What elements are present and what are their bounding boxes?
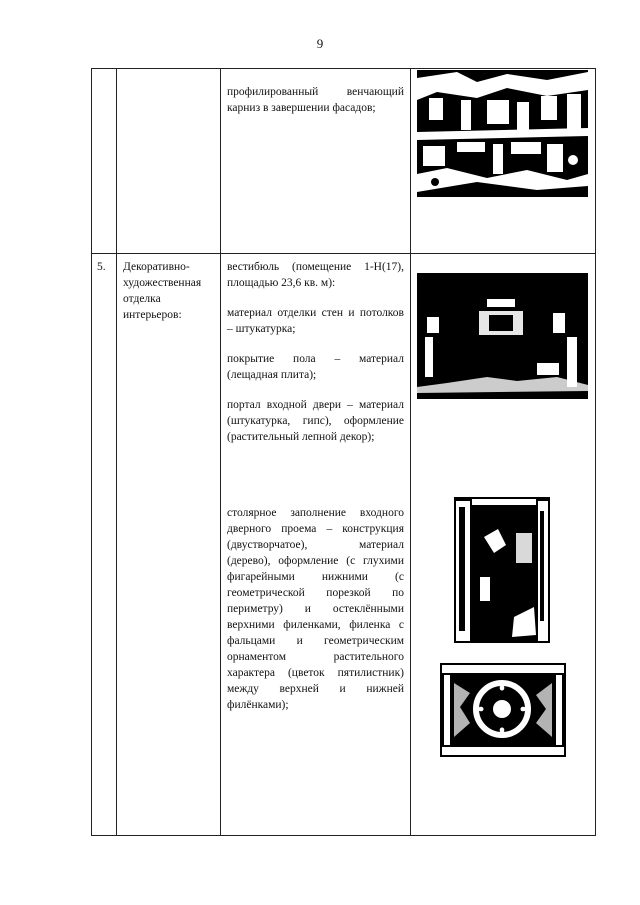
text-line: карниз в завершении фасадов;: [227, 102, 376, 114]
door-joinery-description: [227, 505, 404, 713]
text-line: дверного проема – конструкция: [227, 523, 404, 535]
vestibule-photo: [417, 273, 588, 399]
facade-photo: [417, 70, 588, 197]
text-line: между верхней и нижней: [227, 683, 404, 695]
text-line: интерьеров:: [123, 309, 182, 321]
text-line: периметру) и остеклёнными: [227, 603, 404, 615]
table-column-divider-1: [116, 68, 117, 836]
table-border-top: [91, 68, 596, 69]
text-line: верхними филенками, филенка с: [227, 619, 404, 631]
text-line: фигарейными нижними (с: [227, 571, 404, 583]
text-line: вестибюль (помещение 1-Н(17),: [227, 261, 404, 273]
text-line: покрытие пола – материал: [227, 353, 404, 365]
text-line: орнаментом растительного: [227, 651, 404, 663]
prev-row-description: [227, 84, 404, 116]
text-line: (лещадная плита);: [227, 369, 317, 381]
text-line: материал отделки стен и потолков: [227, 307, 404, 319]
text-line: (растительный лепной декор);: [227, 431, 375, 443]
text-line: (двустворчатое), материал: [227, 539, 404, 551]
table-border-right: [595, 68, 596, 836]
text-line: фальцами и геометрическим: [227, 635, 404, 647]
text-line: характера (цветок пятилистник): [227, 667, 404, 679]
text-line: – штукатурка;: [227, 323, 296, 335]
text-line: портал входной двери – материал: [227, 399, 404, 411]
table-column-divider-2: [220, 68, 221, 836]
text-line: Декоративно-: [123, 261, 190, 273]
portal-description: [227, 397, 404, 445]
vestibule-description: [227, 259, 404, 291]
text-line: (дерево), оформление (с глухими: [227, 555, 404, 567]
text-line: филёнками);: [227, 699, 289, 711]
door-photo: [454, 497, 550, 643]
text-line: столярное заполнение входного: [227, 507, 404, 519]
row-category: [123, 259, 218, 323]
floor-description: [227, 351, 404, 383]
ornament-photo: [440, 663, 566, 757]
text-line: геометрической порезкой по: [227, 587, 404, 599]
wall-finish-description: [227, 305, 404, 337]
table-column-divider-3: [410, 68, 411, 836]
text-line: (штукатурка, гипс), оформление: [227, 415, 404, 427]
page-number: 9: [316, 36, 324, 51]
row-number: 5.: [97, 261, 106, 273]
text-line: художественная: [123, 277, 202, 289]
table-border-bottom: [91, 835, 596, 836]
table-border-left: [91, 68, 92, 836]
text-line: площадью 23,6 кв. м):: [227, 277, 336, 289]
text-line: отделка: [123, 293, 161, 305]
table-row-divider: [91, 253, 596, 254]
text-line: профилированный венчающий: [227, 86, 404, 98]
